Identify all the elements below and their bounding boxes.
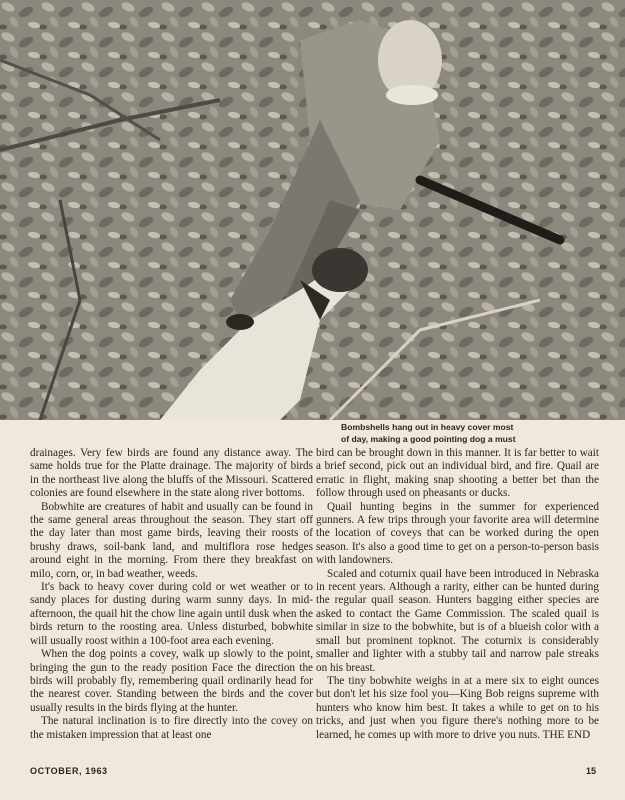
issue-date: OCTOBER, 1963 — [30, 766, 108, 776]
paragraph: The natural inclination is to fire directly into the covey on the mistaken impression that at least one — [30, 715, 313, 741]
paragraph: Quail hunting begins in the summer for experienced gunners. A few trips through your favorite area will determine the location of coveys that can be worked during the open season. It's also a good time to get on a person-to-person basis with landowners. — [316, 500, 599, 567]
photo-caption — [341, 421, 611, 445]
paragraph: It's back to heavy cover during cold or wet weather or to sandy places for dusting during warm sunny days. In mid-afternoon, the quail hit the chow line again until dusk when the birds return to the roosting area. Unless disturbed, bobwhite will usually roost within a 100-foot area each evening. — [30, 581, 313, 647]
paragraph: Scaled and coturnix quail have been introduced in Nebraska in recent years. Although a rarity, either can be hunted during the regular quail season. Hunters bagging either species are asked to contact the Game Commission. The scaled quail is similar in size to the bobwhite, but is of a blueish color with a small but prominent topknot. The coturnix is considerably smaller and lighter with a stubby tail and narrow pale streaks on his breast. — [316, 567, 599, 674]
page-number: 15 — [585, 766, 596, 776]
left-column — [30, 447, 313, 742]
end-mark: THE END — [542, 728, 591, 741]
paragraph: bird can be brought down in this manner. It is far better to wait a brief second, pick out an individual bird, and fire. Quail are erratic in flight, making snap shooting a better bet than the follow through used on pheasants or ducks. — [316, 447, 599, 500]
paragraph-text: The tiny bobwhite weighs in at a mere six to eight ounces but don't let his size fool you—King Bob reigns supreme with hunters who know him best. It takes a while to get on to his tricks, and just when you figure there's nothing more to be learned, he comes up with more to drive you nuts. — [316, 674, 599, 741]
paragraph: Bobwhite are creatures of habit and usually can be found in the same general areas throughout the season. They start off the day later than most game birds, leaving their roosts of brushy draws, soil-bank land, and multiflora rose hedges around eight in the morning. From there they breakfast on milo, corn, or, in bad weather, weeds. — [30, 500, 313, 580]
caption-line-1: Bombshells hang out in heavy cover most — [341, 422, 514, 432]
right-column — [316, 447, 599, 742]
paragraph: drainages. Very few birds are found any distance away. The same holds true for the Platte drainage. The majority of birds in the northeast live along the bluffs of the Missouri. Scattered colonies are found elsewhere in the state along river bottoms. — [30, 447, 313, 500]
paragraph — [316, 675, 599, 742]
paragraph: When the dog points a covey, walk up slowly to the point, bringing the gun to the ready position Face the direction the birds will probably fly, remembering quail ordinarily head for the nearest cover. Standing between the birds and the cover usually results in the birds flying at the hunter. — [30, 648, 313, 714]
caption-line-2: of day, making a good pointing dog a must — [341, 434, 516, 444]
